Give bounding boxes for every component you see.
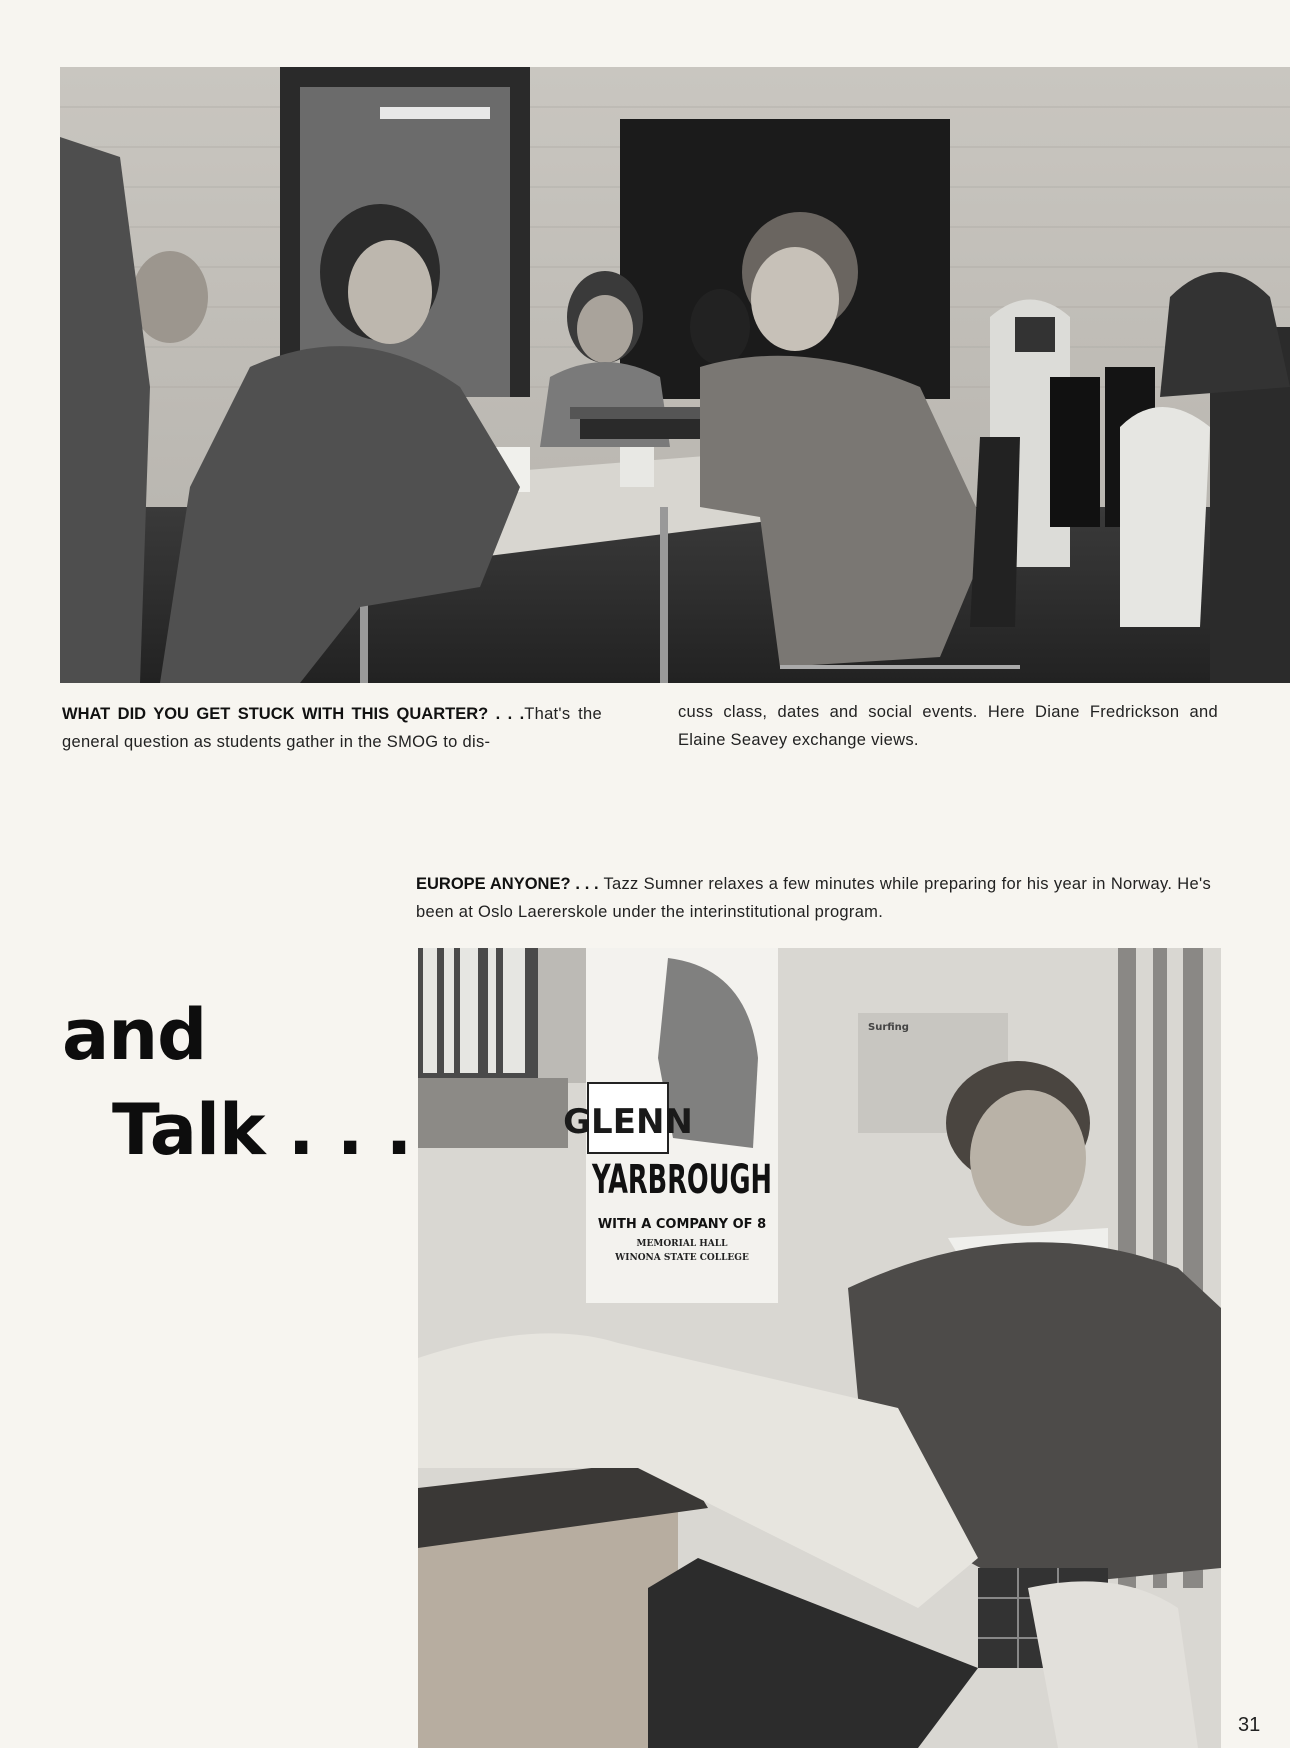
caption-cafeteria-lead: WHAT DID YOU GET STUCK WITH THIS QUARTER? . . . [62, 705, 525, 723]
page-number: 31 [1238, 1714, 1261, 1736]
headline-line1: and [62, 994, 207, 1076]
poster-glenn: GLENN [563, 1102, 693, 1142]
dorm-room-photo [418, 948, 1221, 1748]
cafeteria-photo [60, 67, 1290, 683]
headline-line2: Talk . . . [112, 1089, 412, 1171]
caption-cafeteria-part2: cuss class, dates and social events. Here Diane Fredrickson and Elaine Seavey exchange views. [678, 703, 1218, 749]
caption-cafeteria-text1: That's the general question as students gather in the SMOG to dis- [62, 705, 602, 751]
poster-hall: MEMORIAL HALL [636, 1239, 728, 1249]
caption-dorm-lead: EUROPE ANYONE? . . . [416, 875, 599, 893]
poster-yarbrough: YARBROUGH [591, 1157, 772, 1203]
poster-college: WINONA STATE COLLEGE [615, 1253, 749, 1263]
poster-company: WITH A COMPANY OF 8 [597, 1217, 767, 1232]
caption-dorm [416, 870, 1211, 926]
small-poster-title: Surfing [868, 1022, 909, 1033]
caption-dorm-text: Tazz Sumner relaxes a few minutes while preparing for his year in Norway. He's been at Oslo Laererskole under the interinstitutional program. [416, 875, 1211, 921]
caption-cafeteria-part1 [62, 700, 602, 756]
